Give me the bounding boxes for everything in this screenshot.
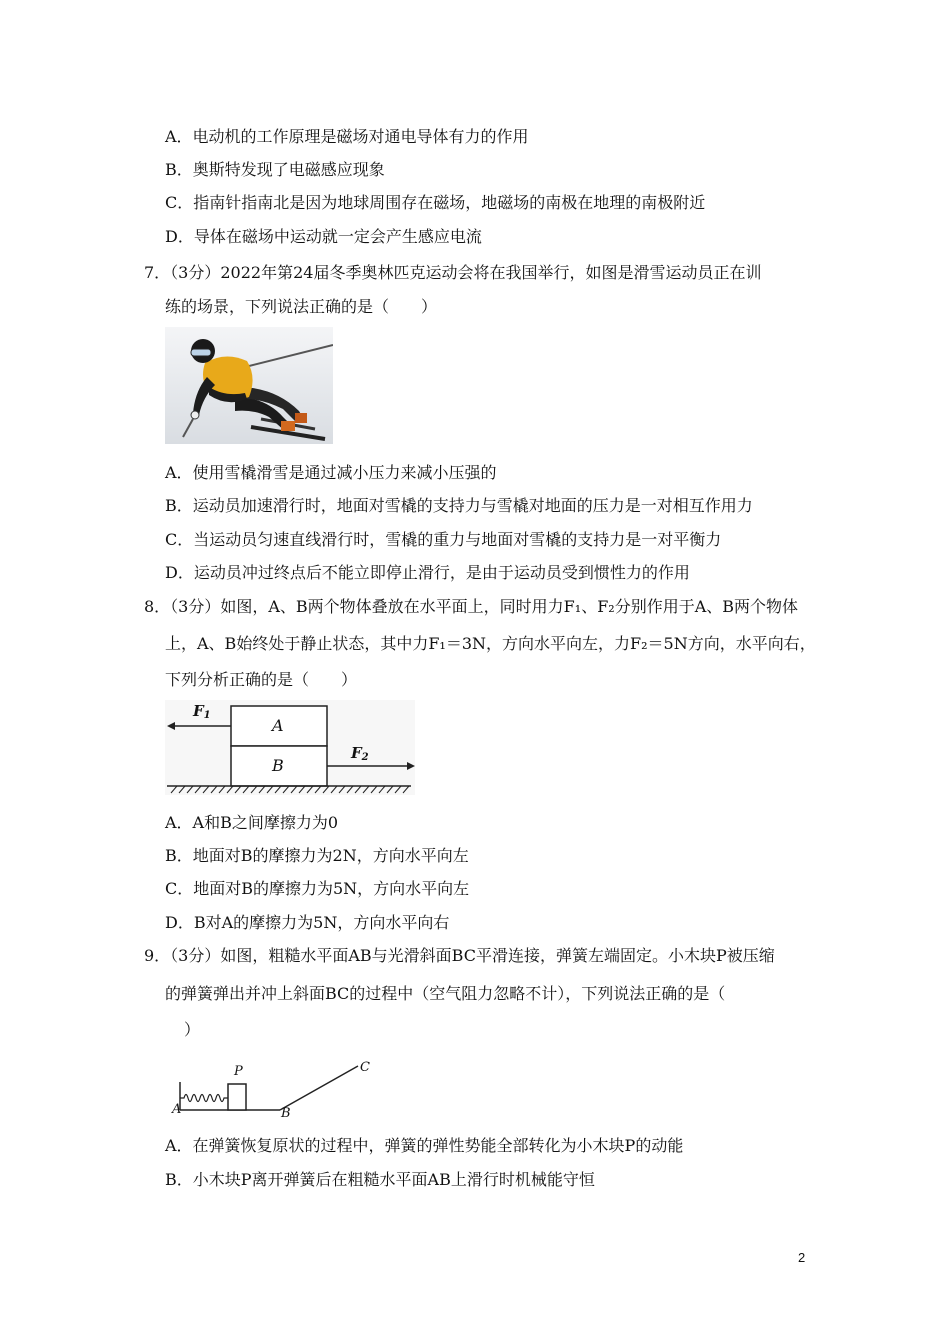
page-number: 2 (798, 1250, 806, 1265)
q8-stem-line3: 下列分析正确的是（ ） (165, 670, 358, 689)
block-a-label: A (272, 716, 284, 735)
q7-option-a: A．使用雪橇滑雪是通过减小压力来减小压强的 (165, 463, 497, 482)
block-b-label: B (272, 756, 284, 775)
stacked-blocks-diagram (165, 700, 415, 795)
q7-stem-line2: 练的场景，下列说法正确的是（ ） (165, 297, 438, 316)
q9-stem-line1: 9．（3分）如图，粗糙水平面AB与光滑斜面BC平滑连接，弹簧左端固定。小木块P被压缩 (144, 946, 775, 965)
q9-stem-line2: 的弹簧弹出并冲上斜面BC的过程中（空气阻力忽略不计），下列说法正确的是（ (165, 984, 726, 1003)
q8-stem-line1: 8．（3分）如图，A、B两个物体叠放在水平面上，同时用力F₁、F₂分别作用于A、B两个物体 (144, 597, 799, 616)
block-p-label: P (234, 1064, 243, 1079)
q9-option-b: B．小木块P离开弹簧后在粗糙水平面AB上滑行时机械能守恒 (165, 1170, 595, 1189)
point-a-label: A (172, 1102, 182, 1117)
q6-option-d: D．导体在磁场中运动就一定会产生感应电流 (165, 227, 482, 246)
q8-option-c: C．地面对B的摩擦力为5N，方向水平向左 (165, 879, 470, 898)
skier-photo (165, 327, 333, 444)
q7-option-b: B．运动员加速滑行时，地面对雪橇的支持力与雪橇对地面的压力是一对相互作用力 (165, 496, 753, 515)
q8-option-a: A．A和B之间摩擦力为0 (165, 813, 339, 832)
q8-stem-line2: 上，A、B始终处于静止状态，其中力F₁＝3N，方向水平向左，力F₂＝5N方向，水平向右， (165, 634, 816, 653)
q7-option-c: C．当运动员匀速直线滑行时，雪橇的重力与地面对雪橇的支持力是一对平衡力 (165, 530, 722, 549)
q8-option-d: D．B对A的摩擦力为5N，方向水平向右 (165, 913, 450, 932)
point-c-label: C (360, 1060, 370, 1075)
force-f2-label: $F_2$ (351, 744, 369, 763)
q6-option-a: A．电动机的工作原理是磁场对通电导体有力的作用 (165, 127, 529, 146)
q7-stem-line1: 7．（3分）2022年第24届冬季奥林匹克运动会将在我国举行，如图是滑雪运动员正在训 (144, 263, 762, 282)
q9-option-a: A．在弹簧恢复原状的过程中，弹簧的弹性势能全部转化为小木块P的动能 (165, 1136, 684, 1155)
point-b-label: B (281, 1106, 291, 1121)
q6-option-c: C．指南针指南北是因为地球周围存在磁场，地磁场的南极在地理的南极附近 (165, 193, 706, 212)
spring-incline-diagram (168, 1058, 378, 1120)
q9-stem-line3: ） (184, 1020, 201, 1039)
q6-option-b: B．奥斯特发现了电磁感应现象 (165, 160, 385, 179)
force-f1-label: $F_1$ (193, 702, 211, 721)
q8-option-b: B．地面对B的摩擦力为2N，方向水平向左 (165, 846, 469, 865)
q7-option-d: D．运动员冲过终点后不能立即停止滑行，是由于运动员受到惯性力的作用 (165, 563, 690, 582)
